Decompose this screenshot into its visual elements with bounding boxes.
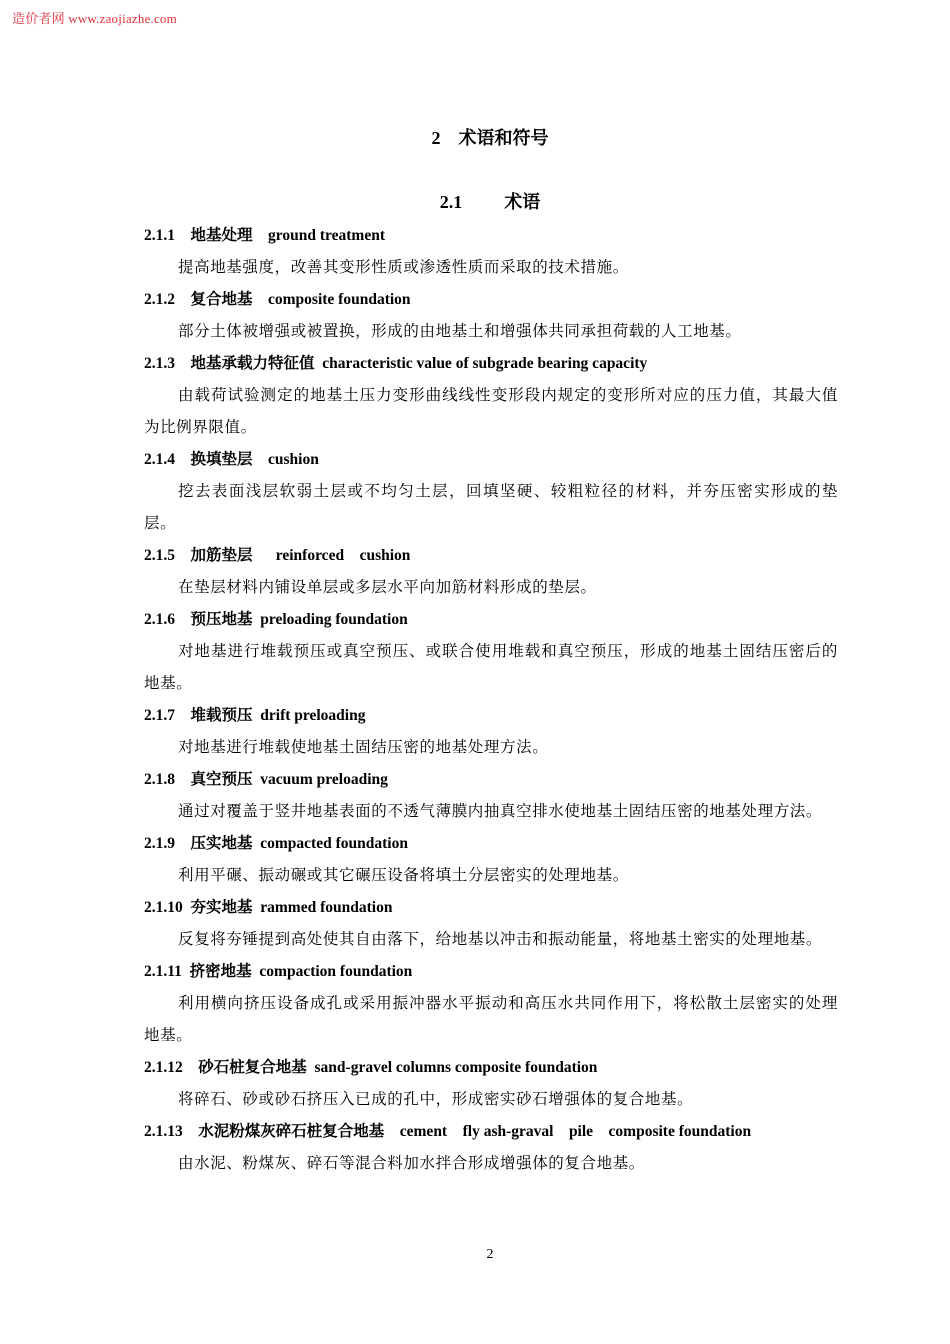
term-definition: 通过对覆盖于竖井地基表面的不透气薄膜内抽真空排水使地基土固结压密的地基处理方法。 <box>178 803 823 820</box>
term-heading <box>144 892 838 924</box>
term-chinese: 预压地基 <box>190 611 253 628</box>
term-entry <box>144 444 838 540</box>
term-heading <box>144 1116 838 1148</box>
term-definition: 对地基进行堆载使地基土固结压密的地基处理方法。 <box>178 739 549 756</box>
term-chinese: 堆载预压 <box>190 707 253 724</box>
term-entry <box>144 1116 838 1180</box>
term-chinese: 压实地基 <box>190 835 253 852</box>
term-entry <box>144 956 838 1052</box>
term-chinese: 复合地基 <box>190 291 253 308</box>
section-number: 2.1 <box>439 192 463 212</box>
spacer <box>183 1059 199 1076</box>
spacer <box>183 1123 199 1140</box>
term-english: ground treatment <box>268 227 385 244</box>
term-number: 2.1.4 <box>144 451 175 468</box>
term-chinese: 真空预压 <box>190 771 253 788</box>
term-definition: 由水泥、粉煤灰、碎石等混合料加水拌合形成增强体的复合地基。 <box>178 1155 645 1172</box>
term-definition: 挖去表面浅层软弱土层或不均匀土层，回填坚硬、较粗粒径的材料，并夯压密实形成的垫层。 <box>144 483 838 532</box>
page-number: 2 <box>486 1247 494 1262</box>
term-number: 2.1.3 <box>144 355 175 372</box>
spacer <box>175 547 191 564</box>
term-english: preloading foundation <box>260 611 408 628</box>
term-heading <box>144 540 838 572</box>
spacer <box>175 355 191 372</box>
term-definition: 反复将夯锤提到高处使其自由落下，给地基以冲击和振动能量，将地基土密实的处理地基。 <box>178 931 823 948</box>
term-chinese: 地基承载力特征值 <box>190 355 315 372</box>
term-number: 2.1.2 <box>144 291 175 308</box>
term-heading <box>144 348 838 380</box>
term-english: characteristic value of subgrade bearing capacity <box>322 355 648 372</box>
term-definition: 利用平碾、振动碾或其它碾压设备将填土分层密实的处理地基。 <box>178 867 629 884</box>
spacer <box>253 227 269 244</box>
spacer <box>253 291 269 308</box>
term-heading <box>144 444 838 476</box>
term-heading <box>144 284 838 316</box>
chapter-title <box>0 124 950 150</box>
term-definition: 将碎石、砂或砂石挤压入已成的孔中，形成密实砂石增强体的复合地基。 <box>178 1091 694 1108</box>
term-english: drift preloading <box>260 707 366 724</box>
chapter-title-text: 术语和符号 <box>458 128 549 148</box>
term-heading <box>144 700 838 732</box>
term-heading <box>144 828 838 860</box>
term-english: compaction foundation <box>259 963 413 980</box>
term-definition: 部分土体被增强或被置换，形成的由地基土和增强体共同承担荷载的人工地基。 <box>178 323 742 340</box>
spacer <box>175 291 191 308</box>
spacer <box>175 707 191 724</box>
term-entry <box>144 540 838 604</box>
term-entry <box>144 700 838 764</box>
term-entry <box>144 284 838 348</box>
term-chinese: 夯实地基 <box>190 899 253 916</box>
term-english: sand-gravel columns composite foundation <box>314 1059 598 1076</box>
term-number: 2.1.12 <box>144 1059 183 1076</box>
term-english: cushion <box>268 451 319 468</box>
term-number: 2.1.8 <box>144 771 175 788</box>
spacer <box>307 1059 315 1076</box>
term-heading <box>144 604 838 636</box>
term-number: 2.1.1 <box>144 227 175 244</box>
term-chinese: 挤密地基 <box>189 963 252 980</box>
term-entry <box>144 892 838 956</box>
term-english: rammed foundation <box>260 899 393 916</box>
term-number: 2.1.10 <box>144 899 183 916</box>
term-english: reinforced cushion <box>275 547 411 564</box>
term-number: 2.1.13 <box>144 1123 183 1140</box>
term-entry <box>144 1052 838 1116</box>
term-heading <box>144 764 838 796</box>
spacer <box>183 899 191 916</box>
term-definition: 利用横向挤压设备成孔或采用振冲器水平振动和高压水共同作用下，将松散土层密实的处理地基。 <box>144 995 838 1044</box>
term-english: cement fly ash-graval pile composite foundation <box>399 1123 752 1140</box>
spacer <box>182 963 190 980</box>
term-chinese: 加筋垫层 <box>190 547 253 564</box>
spacer <box>175 611 191 628</box>
spacer <box>253 451 269 468</box>
term-chinese: 砂石桩复合地基 <box>198 1059 307 1076</box>
term-chinese: 水泥粉煤灰碎石桩复合地基 <box>198 1123 385 1140</box>
term-number: 2.1.5 <box>144 547 175 564</box>
term-number: 2.1.9 <box>144 835 175 852</box>
term-entry <box>144 764 838 828</box>
term-definition: 由载荷试验测定的地基土压力变形曲线线性变形段内规定的变形所对应的压力值，其最大值为比例界限值。 <box>144 387 838 436</box>
section-title-text: 术语 <box>504 192 541 212</box>
term-definition: 提高地基强度，改善其变形性质或渗透性质而采取的技术措施。 <box>178 259 629 276</box>
term-chinese: 地基处理 <box>190 227 253 244</box>
term-definition: 在垫层材料内铺设单层或多层水平向加筋材料形成的垫层。 <box>178 579 597 596</box>
term-heading <box>144 1052 838 1084</box>
term-number: 2.1.6 <box>144 611 175 628</box>
spacer <box>175 451 191 468</box>
term-entry <box>144 828 838 892</box>
term-number: 2.1.7 <box>144 707 175 724</box>
term-definition: 对地基进行堆载预压或真空预压、或联合使用堆载和真空预压，形成的地基土固结压密后的地基。 <box>144 643 838 692</box>
term-english: composite foundation <box>268 291 411 308</box>
term-heading <box>144 956 838 988</box>
spacer <box>384 1123 400 1140</box>
term-entry <box>144 220 838 284</box>
spacer <box>253 547 276 564</box>
term-chinese: 换填垫层 <box>190 451 253 468</box>
chapter-number: 2 <box>431 128 441 148</box>
terms-list <box>144 220 838 1180</box>
term-entry <box>144 348 838 444</box>
term-english: vacuum preloading <box>260 771 388 788</box>
spacer <box>175 771 191 788</box>
section-title <box>0 188 950 214</box>
spacer <box>175 835 191 852</box>
spacer <box>175 227 191 244</box>
watermark-link[interactable]: 造价者网 www.zaojiazhe.com <box>12 11 177 26</box>
term-number: 2.1.11 <box>144 963 182 980</box>
term-english: compacted foundation <box>260 835 408 852</box>
term-entry <box>144 604 838 700</box>
term-heading <box>144 220 838 252</box>
